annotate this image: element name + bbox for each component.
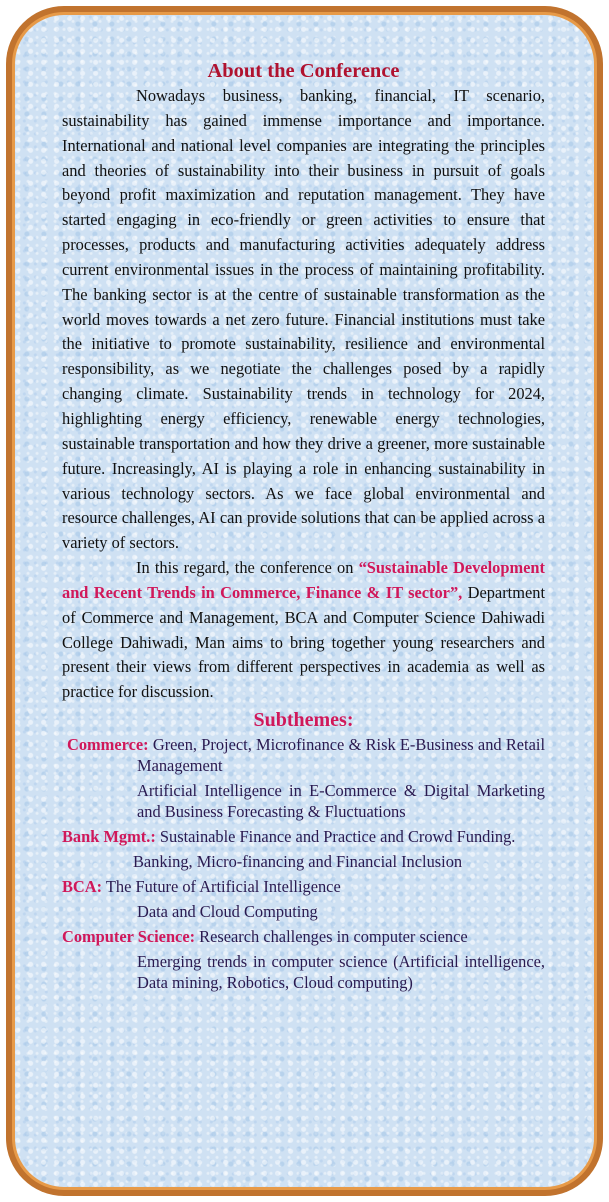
subtheme-bca-item-2: Data and Cloud Computing (137, 902, 318, 922)
subtheme-cs (62, 926, 545, 947)
subtheme-bca-item-1: The Future of Artificial Intelligence (102, 877, 341, 897)
subtheme-cs-item-2: Emerging trends in computer science (Artificial intelligence, Data mining, Robotics, Cloud computing) (137, 952, 545, 993)
subtheme-bca (62, 876, 545, 897)
paragraph-2-intro: In this regard, the conference on (136, 558, 359, 578)
subtheme-bank (62, 826, 545, 847)
subtheme-bank-item-2: Banking, Micro-financing and Financial Inclusion (133, 852, 463, 872)
about-paragraph-2 (62, 556, 545, 705)
subtheme-cs-item-1: Research challenges in computer science (195, 927, 468, 947)
subthemes-title: Subthemes: (253, 709, 354, 732)
about-title: About the Conference (207, 60, 400, 82)
conference-title: “Sustainable Development and Recent Trends in Commerce, Finance & IT sector”, (62, 558, 545, 602)
poster-frame (6, 6, 603, 1196)
subtheme-commerce (67, 734, 545, 776)
subtheme-bca-label: BCA: (62, 877, 103, 897)
subtheme-bank-label: Bank Mgmt.: (62, 827, 156, 847)
subtheme-commerce-label: Commerce: (67, 735, 149, 755)
paragraph-2-rest: Department of Commerce and Management, BCA and Computer Science Dahiwadi College Dahiwadi, Man aims to bring together young researchers and present their views from different perspectives in academia as well as practice for discussion. (62, 582, 545, 702)
about-paragraph-1: Nowadays business, banking, financial, IT scenario, sustainability has gained immense importance and importance. International and national level companies are integrating the principles and theories of sustainability into their business in pursuit of goals beyond profit maximization and reputation management. They have started engaging in eco-friendly or green activities to ensure that processes, products and manufacturing activities adequately address current environmental issues in the process of maintaining profitability. The banking sector is at the centre of sustainable transformation as the world moves towards a net zero future. Financial institutions must take the initiative to promote sustainability, resilience and environmental responsibility, as we negotiate the challenges posed by a rapidly changing climate. Sustainability trends in technology for 2024, highlighting energy efficiency, renewable energy technologies, sustainable transportation and how they drive a greener, more sustainable future. Increasingly, AI is playing a role in enhancing sustainability in various technology sectors. As we face global environmental and resource challenges, AI can provide solutions that can be applied across a variety of sectors. (62, 86, 545, 553)
subtheme-cs-label: Computer Science: (62, 927, 196, 947)
subtheme-commerce-item-2: Artificial Intelligence in E-Commerce & Digital Marketing and Business Forecasting & Fluctuations (137, 781, 545, 822)
subtheme-bank-item-1: Sustainable Finance and Practice and Crowd Funding. (155, 827, 516, 847)
conference-card (12, 12, 597, 1190)
subtheme-commerce-item-1: Green, Project, Microfinance & Risk E-Business and Retail Management (137, 735, 545, 776)
